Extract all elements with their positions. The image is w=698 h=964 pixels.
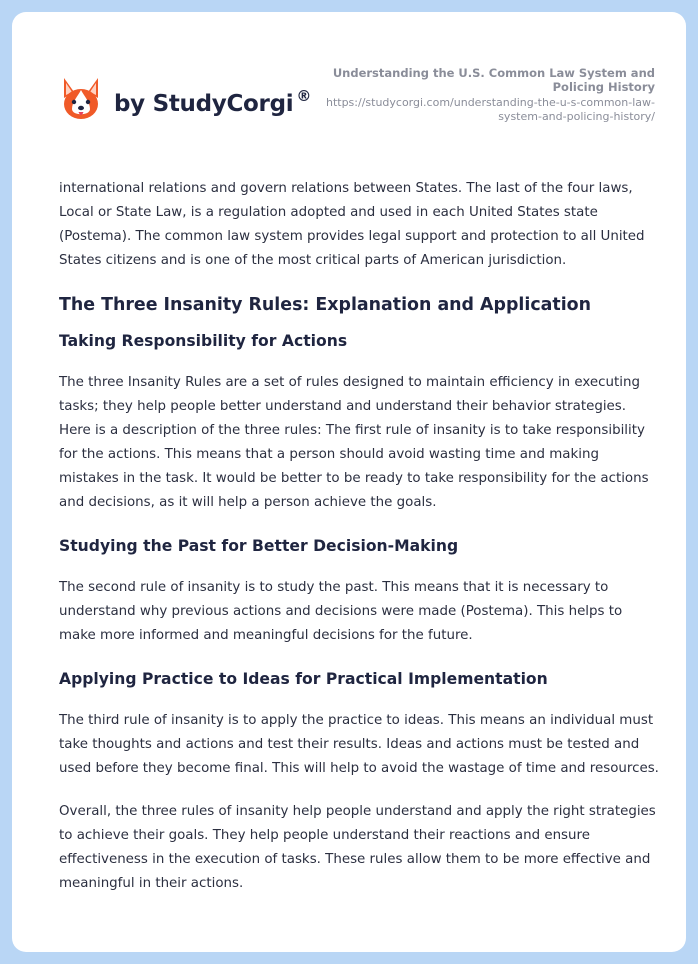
document-page bbox=[12, 12, 686, 952]
section-heading: The Three Insanity Rules: Explanation and Application bbox=[59, 295, 591, 315]
brand-name: by StudyCorgi ® bbox=[114, 87, 312, 117]
subsection-heading-responsibility: Taking Responsibility for Actions bbox=[59, 332, 348, 350]
document-url[interactable]: https://studycorgi.com/understanding-the-u-s-common-law-system-and-policing-history/ bbox=[325, 96, 655, 123]
paragraph-responsibility: The three Insanity Rules are a set of rules designed to maintain efficiency in executing tasks; they help people better understand and understand their behavior strategies. Here is a description of the three rules: The first rule of insanity is to take responsibility for the actions. This means that a person should avoid wasting time and making mistakes in the task. It would be better to be ready to take responsibility for the actions and decisions, as it will help a person achieve the goals. bbox=[59, 375, 649, 510]
registered-mark: ® bbox=[296, 87, 312, 105]
intro-paragraph: international relations and govern relations between States. The last of the four laws, Local or State Law, is a regulation adopted and used in each United States state (Postema). The common law system provides legal support and protection to all United States citizens and is one of the most critical parts of American jurisdiction. bbox=[59, 181, 645, 268]
subsection-heading-past: Studying the Past for Better Decision-Making bbox=[59, 537, 459, 555]
paragraph-past: The second rule of insanity is to study the past. This means that it is necessary to understand why previous actions and decisions were made (Postema). This helps to make more informed and meaningful decisions for the future. bbox=[59, 580, 623, 643]
closing-paragraph: Overall, the three rules of insanity help people understand and apply the right strategies to achieve their goals. They help people understand their reactions and ensure effectiveness in the execution of tasks. These rules allow them to be more effective and meaningful in their actions. bbox=[59, 804, 656, 891]
studycorgi-logo[interactable] bbox=[60, 76, 311, 122]
subsection-heading-practice: Applying Practice to Ideas for Practical Implementation bbox=[59, 670, 548, 688]
corgi-logo-icon bbox=[60, 76, 102, 122]
document-meta bbox=[295, 66, 655, 124]
document-body bbox=[59, 177, 659, 915]
paragraph-practice: The third rule of insanity is to apply the practice to ideas. This means an individual must take thoughts and actions and test their results. Ideas and actions must be tested and used before they become final. This will help to avoid the wastage of time and resources. bbox=[59, 713, 659, 776]
document-title: Understanding the U.S. Common Law System and Policing History bbox=[332, 66, 655, 94]
